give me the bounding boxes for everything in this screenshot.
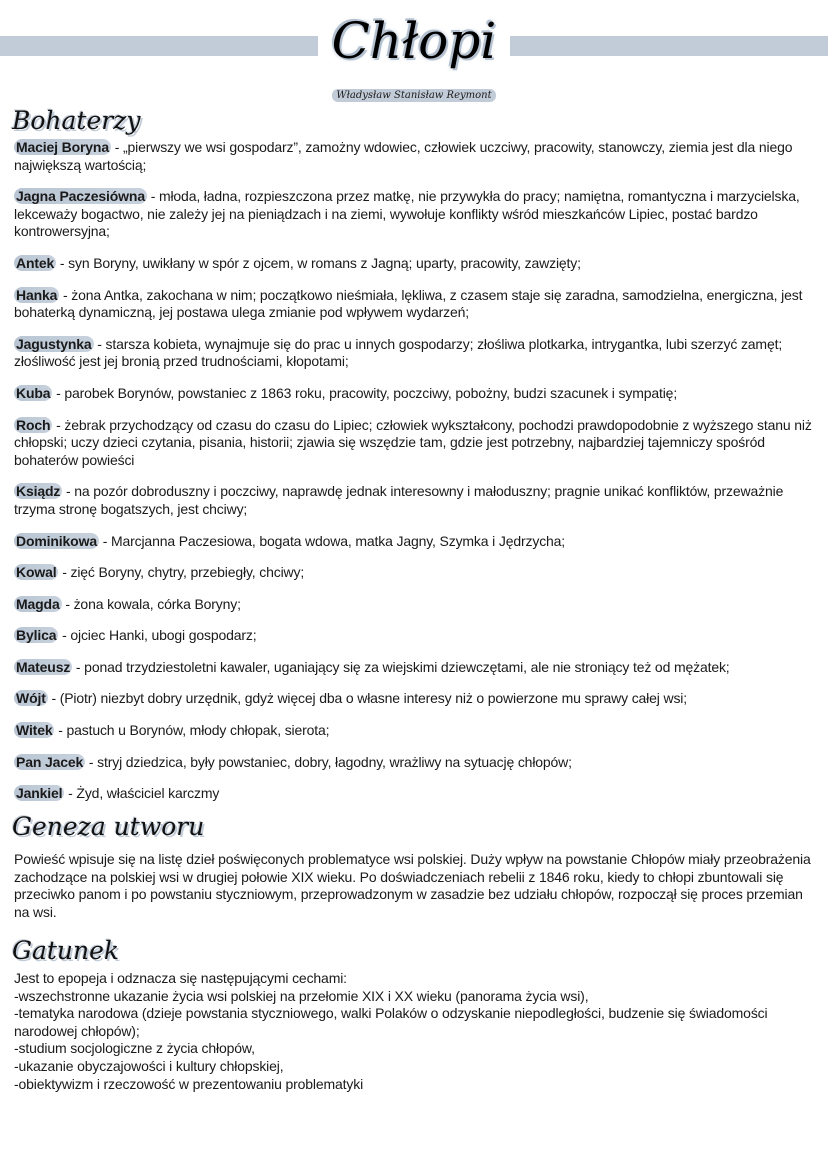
- character-name: Antek: [16, 254, 55, 271]
- genesis-text: Powieść wpisuje się na listę dzieł poświęconych problematyce wsi polskiej. Duży wpływ na powstanie Chłopów miały przeobrażenia zachodzące na polskiej wsi w drugiej połowie XIX wieku. Po doświadczeniach rebelii z 1846 roku, kiedy to chłopi zbuntowali się przeciwko panom i po powstaniu styczniowym, przeprowadzonym w zasadzie bez udziału chłopów, rozpoczął się proces przemian na wsi.: [14, 851, 811, 920]
- character-entry: [14, 785, 814, 803]
- page-title: [0, 6, 828, 76]
- character-name: Roch: [16, 416, 51, 433]
- character-description: - parobek Borynów, powstaniec z 1863 roku, pracowity, poczciwy, pobożny, budzi szacunek i sympatię;: [52, 384, 678, 401]
- character-entry: [14, 596, 814, 614]
- character-entry: [14, 255, 814, 273]
- genre-line: -ukazanie obyczajowości i kultury chłopskiej,: [14, 1057, 284, 1074]
- genre-line: -tematyka narodowa (dzieje powstania styczniowego, walki Polaków o odzyskanie niepodległości, budzenie się świadomości narodowej chłopów);: [14, 1005, 768, 1039]
- character-description: - na pozór dobroduszny i poczciwy, naprawdę jednak interesowny i małoduszny; pragnie unikać konfliktów, przeważnie trzyma stronę bogatszych, jest chciwy;: [14, 483, 784, 517]
- character-description: - syn Boryny, uwikłany w spór z ojcem, w romans z Jagną; uparty, pracowity, zawzięty;: [56, 254, 581, 271]
- character-name: Bylica: [16, 627, 57, 644]
- character-entry: [14, 188, 814, 241]
- character-name: Hanka: [16, 286, 58, 303]
- character-entry: [14, 287, 814, 322]
- character-entry: [14, 533, 814, 551]
- character-name: Ksiądz: [16, 483, 61, 500]
- character-entry: [14, 417, 814, 470]
- character-name: Kuba: [16, 384, 51, 401]
- character-entry: [14, 722, 814, 740]
- character-description: - Żyd, właściciel karczmy: [64, 785, 220, 802]
- genre-line: -obiektywizm i rzeczowość w prezentowaniu problematyki: [14, 1075, 364, 1092]
- character-name: Wójt: [16, 690, 46, 707]
- character-description: - zięć Boryny, chytry, przebiegły, chciwy;: [58, 564, 305, 581]
- characters-heading: Bohaterzy: [12, 106, 141, 135]
- character-entry: [14, 627, 814, 645]
- character-description: - żebrak przychodzący od czasu do czasu do Lipiec; człowiek wykształcony, pochodzi prawdopodobnie z wyższego stanu niż chłopski; uczy dzieci czytania, pisania, historii; zjawia się wszędzie tam, gdzie jest potrzebny, najbardziej tajemniczy spośród bohaterów powieści: [14, 416, 812, 468]
- character-description: - żona kowala, córka Boryny;: [61, 595, 241, 612]
- character-description: - „pierwszy we wsi gospodarz”, zamożny wdowiec, człowiek uczciwy, pracowity, stanowczy, ziemia jest dla niego największą wartością;: [14, 139, 793, 173]
- character-description: - ponad trzydziestoletni kawaler, uganiający się za wiejskimi dziewczętami, ale nie stroniący też od mężatek;: [72, 658, 730, 675]
- genre-line: -wszechstronne ukazanie życia wsi polskiej na przełomie XIX i XX wieku (panorama życia wsi),: [14, 987, 589, 1004]
- character-description: - ojciec Hanki, ubogi gospodarz;: [58, 627, 257, 644]
- character-description: - żona Antka, zakochana w nim; początkowo nieśmiała, lękliwa, z czasem staje się zaradna, samodzielna, energiczna, jest bohaterką dynamiczną, jej postawa ulega zmianie pod wpływem wydarzeń;: [14, 286, 803, 321]
- characters-list: [14, 139, 814, 817]
- character-entry: [14, 336, 814, 371]
- author: [0, 90, 828, 101]
- genesis-heading: Geneza utworu: [12, 812, 205, 841]
- character-name: Jagustynka: [16, 335, 92, 352]
- character-name: Kowal: [16, 564, 57, 581]
- author-text: Władysław Stanisław Reymont: [332, 89, 495, 102]
- genre-heading: Gatunek: [12, 936, 120, 965]
- character-entry: [14, 754, 814, 772]
- character-name: Jagna Paczesiówna: [16, 188, 145, 205]
- character-description: - (Piotr) niezbyt dobry urzędnik, gdyż więcej dba o własne interesy niż o powierzone mu sprawy całej wsi;: [47, 690, 687, 707]
- character-entry: [14, 690, 814, 708]
- character-name: Dominikowa: [16, 532, 97, 549]
- character-name: Jankiel: [16, 785, 63, 802]
- genre-line: Jest to epopeja i odznacza się następującymi cechami:: [14, 970, 347, 986]
- character-entry: [14, 483, 814, 518]
- character-description: - stryj dziedzica, były powstaniec, dobry, łagodny, wrażliwy na sytuację chłopów;: [85, 753, 572, 770]
- character-description: - pastuch u Borynów, młody chłopak, sierota;: [54, 722, 330, 739]
- title-text: Chłopi: [318, 6, 511, 76]
- character-name: Magda: [16, 595, 60, 612]
- character-entry: [14, 659, 814, 677]
- character-description: - starsza kobieta, wynajmuje się do prac u innych gospodarzy; złośliwa plotkarka, intrygantka, lubi szerzyć zamęt; złośliwość jest jej bronią przed trudnościami, kłopotami;: [14, 335, 783, 370]
- character-name: Maciej Boryna: [16, 139, 109, 155]
- character-entry: [14, 139, 814, 174]
- character-entry: [14, 385, 814, 403]
- character-name: Witek: [16, 722, 53, 739]
- character-description: - młoda, ładna, rozpieszczona przez matkę, nie przywykła do pracy; namiętna, romantyczna i marzycielska, lekceważy bogactwo, nie zależy jej na pieniądzach i na ziemi, wywołuje konflikty wśród mieszkańców Lipiec, postać bardzo kontrowersyjna;: [14, 188, 800, 240]
- genre-list: [14, 970, 814, 1093]
- character-name: Mateusz: [16, 658, 71, 675]
- character-name: Pan Jacek: [16, 753, 84, 770]
- genre-line: -studium socjologiczne z życia chłopów,: [14, 1040, 255, 1057]
- character-entry: [14, 564, 814, 582]
- character-description: - Marcjanna Paczesiowa, bogata wdowa, matka Jagny, Szymka i Jędrzycha;: [98, 532, 566, 549]
